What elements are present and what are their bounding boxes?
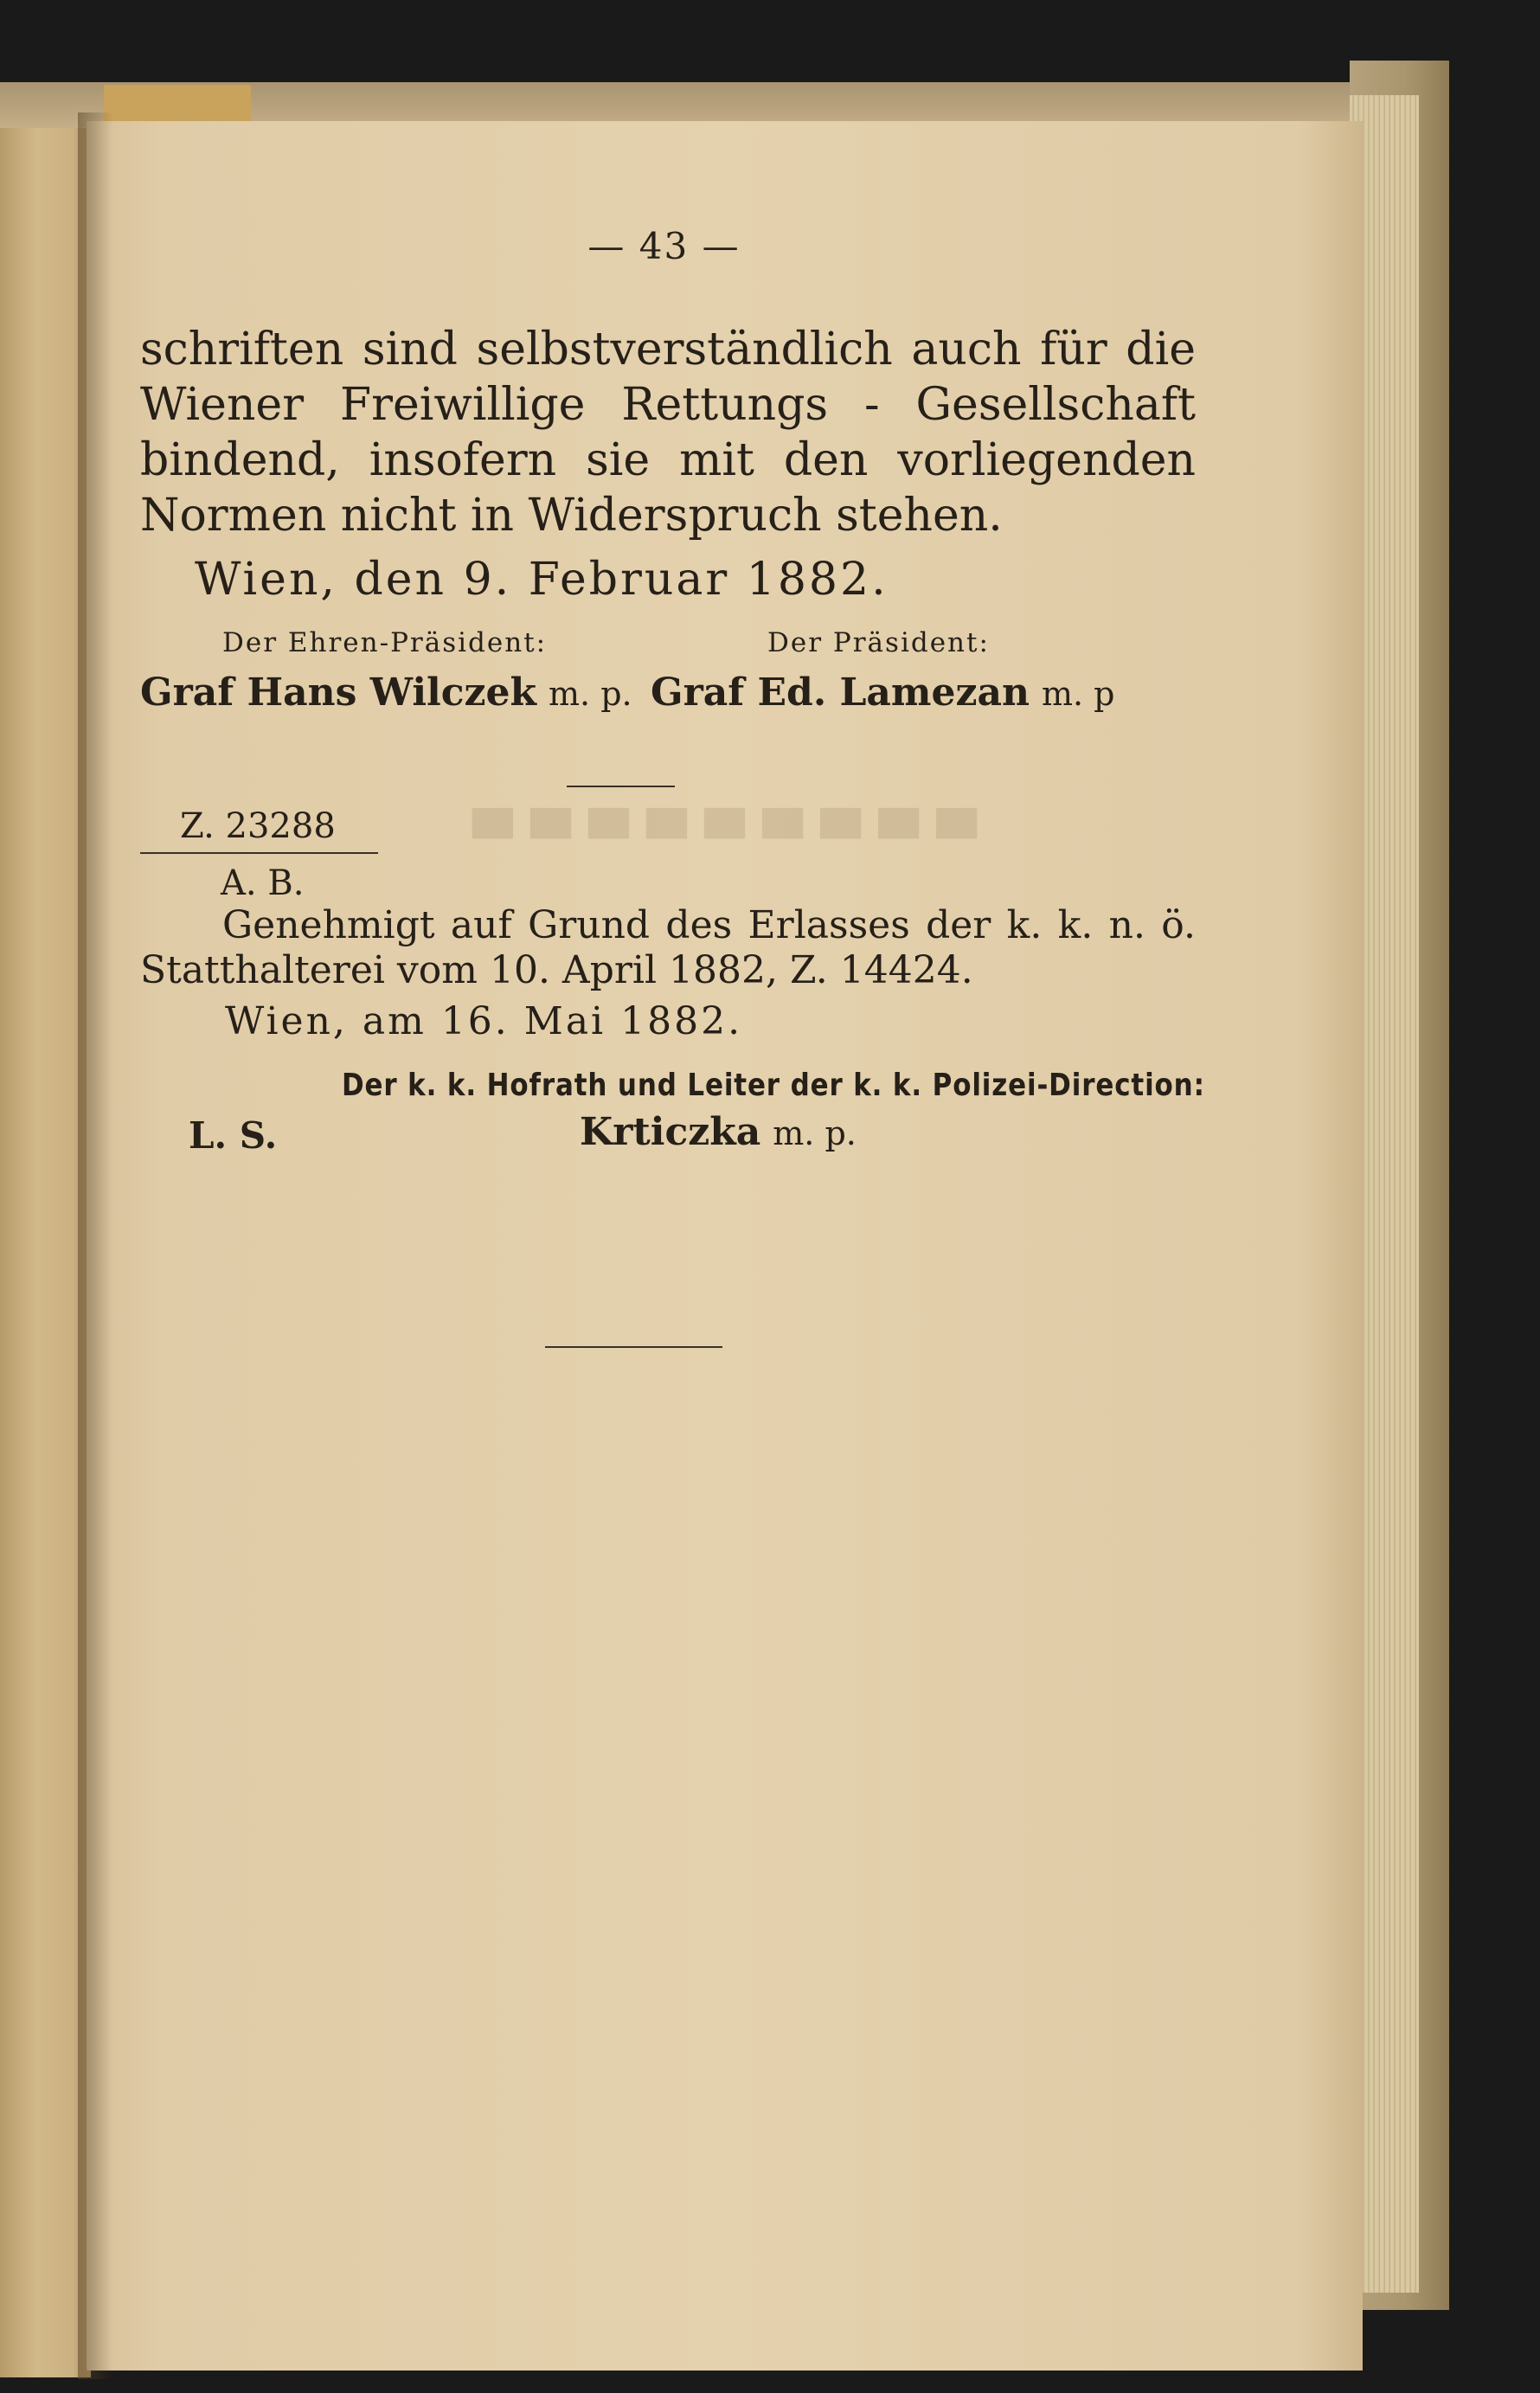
authority-title: Der k. k. Hofrath und Leiter der k. k. Polizei-Direction: [342,1068,1205,1103]
approval-line: Genehmigt auf Grund des Erlasses der k. k. n. ö. [222,903,1196,947]
honorary-president-title: Der Ehren-Präsident: [222,627,548,658]
signature-suffix: m. p [1041,675,1115,713]
president-title: Der Präsident: [767,627,990,658]
body-line: schriften sind selbstverständlich auch für die [140,324,1196,375]
honorary-president-name: Graf Hans Wilczek [140,670,537,715]
body-paragraph [140,322,1196,543]
seal-mark: L. S. [189,1114,278,1157]
president-signature [651,670,1114,715]
body-line: Normen nicht in Widerspruch stehen. [140,490,1003,542]
closing-divider [545,1346,722,1348]
body-line: bindend, insofern sie mit den vorliegenden [140,434,1196,486]
reference-code: A. B. [221,863,305,903]
signer-signature [580,1110,857,1154]
body-line: Wiener Freiwillige Rettungs - Gesellschaft [140,379,1196,431]
signature-suffix: m. p. [549,675,632,713]
show-through-text: ▀ ▀ ▀ ▀ ▀ ▀ ▀ ▀ ▀ [472,809,977,869]
honorary-president-signature [140,670,632,715]
page-number: — 43 — [587,225,741,267]
gutter-shadow [78,112,112,2379]
approval-line: Statthalterei vom 10. April 1882, Z. 14424. [140,948,973,992]
book-page [87,121,1363,2371]
section-divider [567,786,675,787]
signer-name: Krticzka [580,1110,761,1154]
reference-number: Z. 23288 [180,806,336,846]
date-line: Wien, den 9. Februar 1882. [195,554,889,606]
approval-date: Wien, am 16. Mai 1882. [225,999,743,1043]
approval-text [140,903,1196,993]
president-name: Graf Ed. Lamezan [651,670,1030,715]
reference-rule [140,852,378,854]
signature-suffix: m. p. [773,1114,857,1152]
